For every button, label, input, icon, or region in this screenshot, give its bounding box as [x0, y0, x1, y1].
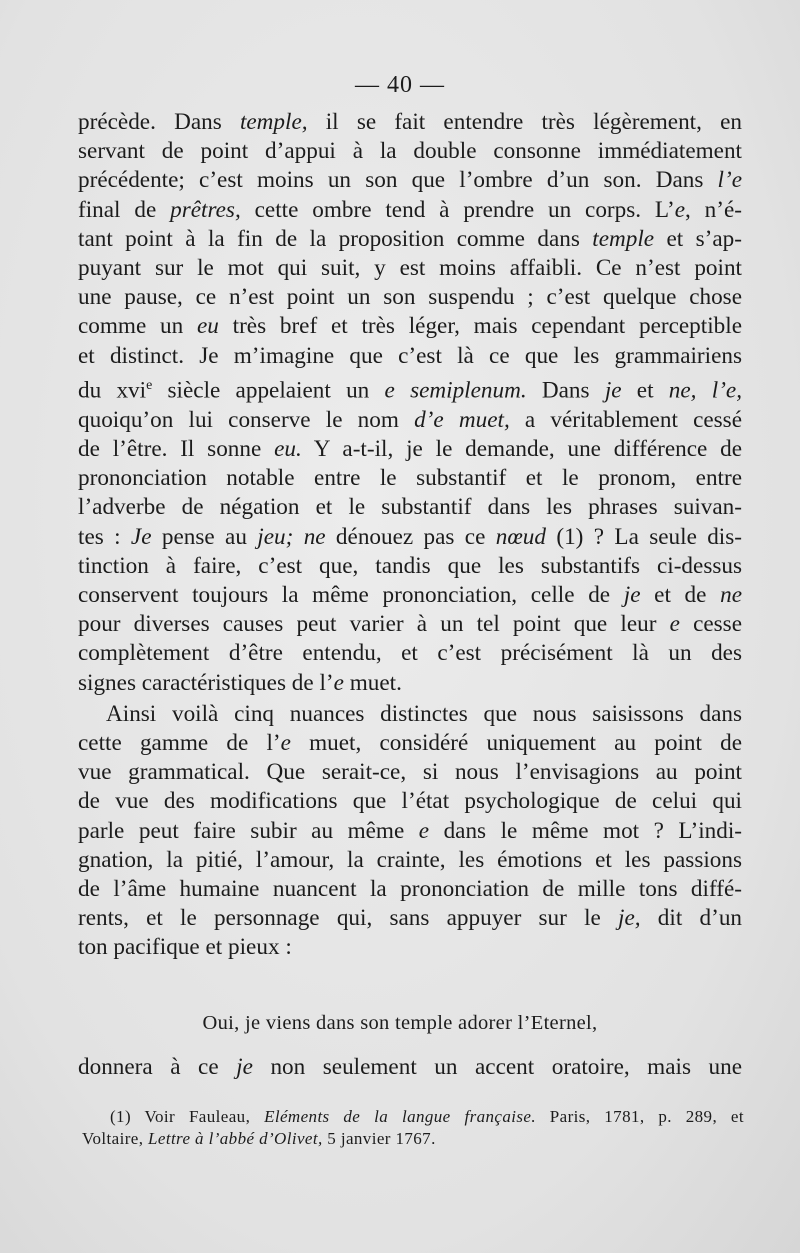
- text-segment: de l’âme humaine nuancent la prononciation de mille tons diffé-: [78, 876, 742, 903]
- italic-segment: e: [280, 730, 291, 756]
- text-segment: muet.: [343, 669, 402, 696]
- text-line: [78, 729, 742, 758]
- text-segment: , n’é-: [685, 196, 742, 223]
- italic-segment: Je: [130, 523, 152, 550]
- text-segment: donnera à ce: [78, 1054, 237, 1080]
- text-line: [78, 610, 742, 639]
- italic-segment: je,: [618, 905, 641, 932]
- text-line: [78, 581, 742, 610]
- text-segment: et s’ap-: [654, 225, 742, 252]
- italic-segment: ne: [720, 581, 743, 608]
- text-line: [78, 904, 742, 933]
- italic-segment: e: [418, 817, 430, 844]
- text-line: [82, 1128, 744, 1150]
- text-segment: ton pacifique et pieux :: [78, 934, 292, 961]
- text-segment: servant de point d’appui à la double consonne immédiatement: [78, 138, 742, 165]
- text-line: [78, 1053, 742, 1082]
- text-segment: gnation, la pitié, l’amour, la crainte, les émotions et les passions: [78, 846, 742, 873]
- text-segment: cette gamme de l’: [78, 730, 281, 756]
- text-segment: e: [146, 377, 153, 393]
- text-line: [78, 700, 742, 729]
- italic-segment: je: [623, 581, 641, 608]
- text-segment: Y a-t-il, je le demande, une différence de: [301, 435, 742, 462]
- text-line: [78, 846, 742, 875]
- text-segment: pour diverses causes peut varier à un tel point que leur: [78, 611, 670, 638]
- italic-segment: je: [604, 377, 622, 404]
- text-segment: du xvi: [78, 377, 147, 404]
- text-line: [78, 817, 742, 846]
- text-segment: non seulement un accent oratoire, mais une: [252, 1054, 742, 1080]
- text-segment: cesse: [679, 611, 742, 638]
- text-segment: Paris, 1781, p. 289, et: [535, 1107, 745, 1126]
- text-segment: conservent toujours la même prononciation, celle de: [78, 581, 624, 608]
- italic-segment: e: [674, 196, 685, 223]
- text-line: [78, 669, 742, 698]
- paragraph-3: [78, 1053, 742, 1082]
- text-segment: (1) ? La seule dis-: [546, 523, 742, 550]
- text-line: [78, 523, 742, 552]
- italic-segment: temple,: [239, 109, 308, 135]
- verse-quotation: Oui, je viens dans son temple adorer l’Eternel,: [202, 1012, 598, 1034]
- text-line: [78, 312, 742, 341]
- page-number: — 40 —: [355, 72, 445, 98]
- text-segment: très bref et très léger, mais cependant perceptible: [218, 313, 742, 340]
- text-segment: quoiqu’on lui conserve le nom: [78, 406, 415, 433]
- main-text: [78, 108, 742, 963]
- italic-segment: e semiplenum.: [384, 377, 527, 404]
- text-line: [78, 166, 742, 195]
- text-segment: dénouez pas ce: [325, 523, 496, 550]
- italic-segment: e: [333, 669, 344, 696]
- text-line: [78, 137, 742, 166]
- text-line: [78, 406, 742, 435]
- text-segment: final de: [78, 196, 171, 223]
- italic-segment: e: [669, 611, 680, 638]
- text-segment: tant point à la fin de la proposition comme dans: [78, 225, 593, 252]
- text-segment: précède. Dans: [78, 109, 240, 135]
- text-line: [78, 254, 742, 283]
- paragraph-2: [78, 700, 742, 963]
- text-line: [78, 371, 742, 406]
- text-segment: a véritablement cessé: [509, 406, 742, 433]
- italic-segment: eu.: [274, 435, 302, 462]
- text-segment: une pause, ce n’est point un son suspendu ; c’est quelque chose: [78, 284, 742, 311]
- footnote: [82, 1106, 744, 1150]
- italic-segment: Eléments de la langue française.: [264, 1107, 536, 1126]
- text-line: [78, 435, 742, 464]
- text-line: [78, 196, 742, 225]
- text-segment: Voltaire,: [82, 1129, 149, 1148]
- text-segment: vue grammatical. Que serait-ce, si nous l’envisagions au point: [78, 759, 742, 786]
- text-segment: siècle appelaient un: [152, 377, 385, 404]
- italic-segment: je: [236, 1054, 253, 1080]
- text-segment: Dans: [526, 377, 605, 404]
- text-segment: comme un: [78, 313, 197, 340]
- text-line: [82, 1106, 744, 1128]
- italic-segment: l’e,: [711, 377, 743, 404]
- text-line: [78, 225, 742, 254]
- text-segment: tinction à faire, c’est que, tandis que les substantifs ci-dessus: [78, 552, 742, 579]
- italic-segment: temple: [592, 225, 655, 252]
- text-segment: il se fait entendre très légèrement, en: [307, 109, 743, 135]
- text-line: [78, 108, 742, 137]
- text-segment: dit d’un: [640, 905, 743, 932]
- italic-segment: d’e muet,: [414, 406, 510, 433]
- text-segment: puyant sur le mot qui suit, y est moins affaibli. Ce n’est point: [78, 255, 742, 282]
- italic-segment: prêtres,: [170, 196, 241, 223]
- italic-segment: Lettre à l’abbé d’Olivet,: [148, 1129, 323, 1148]
- text-segment: de vue des modifications que l’état psychologique de celui qui: [78, 788, 742, 815]
- text-line: [78, 875, 742, 904]
- italic-segment: jeu; ne: [257, 523, 326, 550]
- text-line: [78, 552, 742, 581]
- text-segment: tes :: [78, 523, 131, 550]
- italic-segment: nœud: [495, 523, 546, 550]
- text-segment: et distinct. Je m’imagine que c’est là ce que les grammairiens: [78, 342, 742, 369]
- text-segment: complètement d’être entendu, et c’est précisément là un des: [78, 640, 742, 667]
- text-line: [78, 787, 742, 816]
- text-line: [78, 758, 742, 787]
- paragraph-1: [78, 108, 742, 698]
- text-segment: 5 janvier 1767.: [322, 1129, 436, 1148]
- text-line: [78, 342, 742, 371]
- text-segment: prononciation notable entre le substantif et le pronom, entre: [78, 465, 742, 492]
- text-segment: parle peut faire subir au même: [78, 817, 419, 844]
- text-segment: l’adverbe de négation et le substantif dans les phrases suivan-: [78, 494, 742, 521]
- text-line: [78, 464, 742, 493]
- text-segment: muet, considéré uniquement au point de: [290, 730, 742, 756]
- text-segment: dans le même mot ? L’indi-: [429, 817, 742, 844]
- text-segment: (1) Voir Fauleau,: [110, 1107, 265, 1126]
- text-segment: de l’être. Il sonne: [78, 435, 275, 462]
- text-line: [78, 283, 742, 312]
- text-segment: signes caractéristiques de l’: [78, 669, 334, 696]
- text-segment: et: [621, 377, 669, 404]
- text-segment: Ainsi voilà cinq nuances distinctes que nous saisissons dans: [106, 700, 742, 727]
- text-segment: rents, et le personnage qui, sans appuyer sur le: [78, 905, 619, 932]
- text-line: [78, 493, 742, 522]
- italic-segment: l’e: [717, 167, 742, 194]
- text-segment: [696, 378, 711, 404]
- italic-segment: eu: [196, 313, 219, 340]
- italic-segment: ne,: [668, 377, 697, 404]
- text-segment: cette ombre tend à prendre un corps. L’: [240, 196, 675, 223]
- text-segment: précédente; c’est moins un son que l’ombre d’un son. Dans: [78, 167, 718, 194]
- text-line: [78, 933, 742, 962]
- text-line: [78, 639, 742, 668]
- text-segment: et de: [640, 581, 721, 608]
- text-segment: pense au: [151, 523, 258, 550]
